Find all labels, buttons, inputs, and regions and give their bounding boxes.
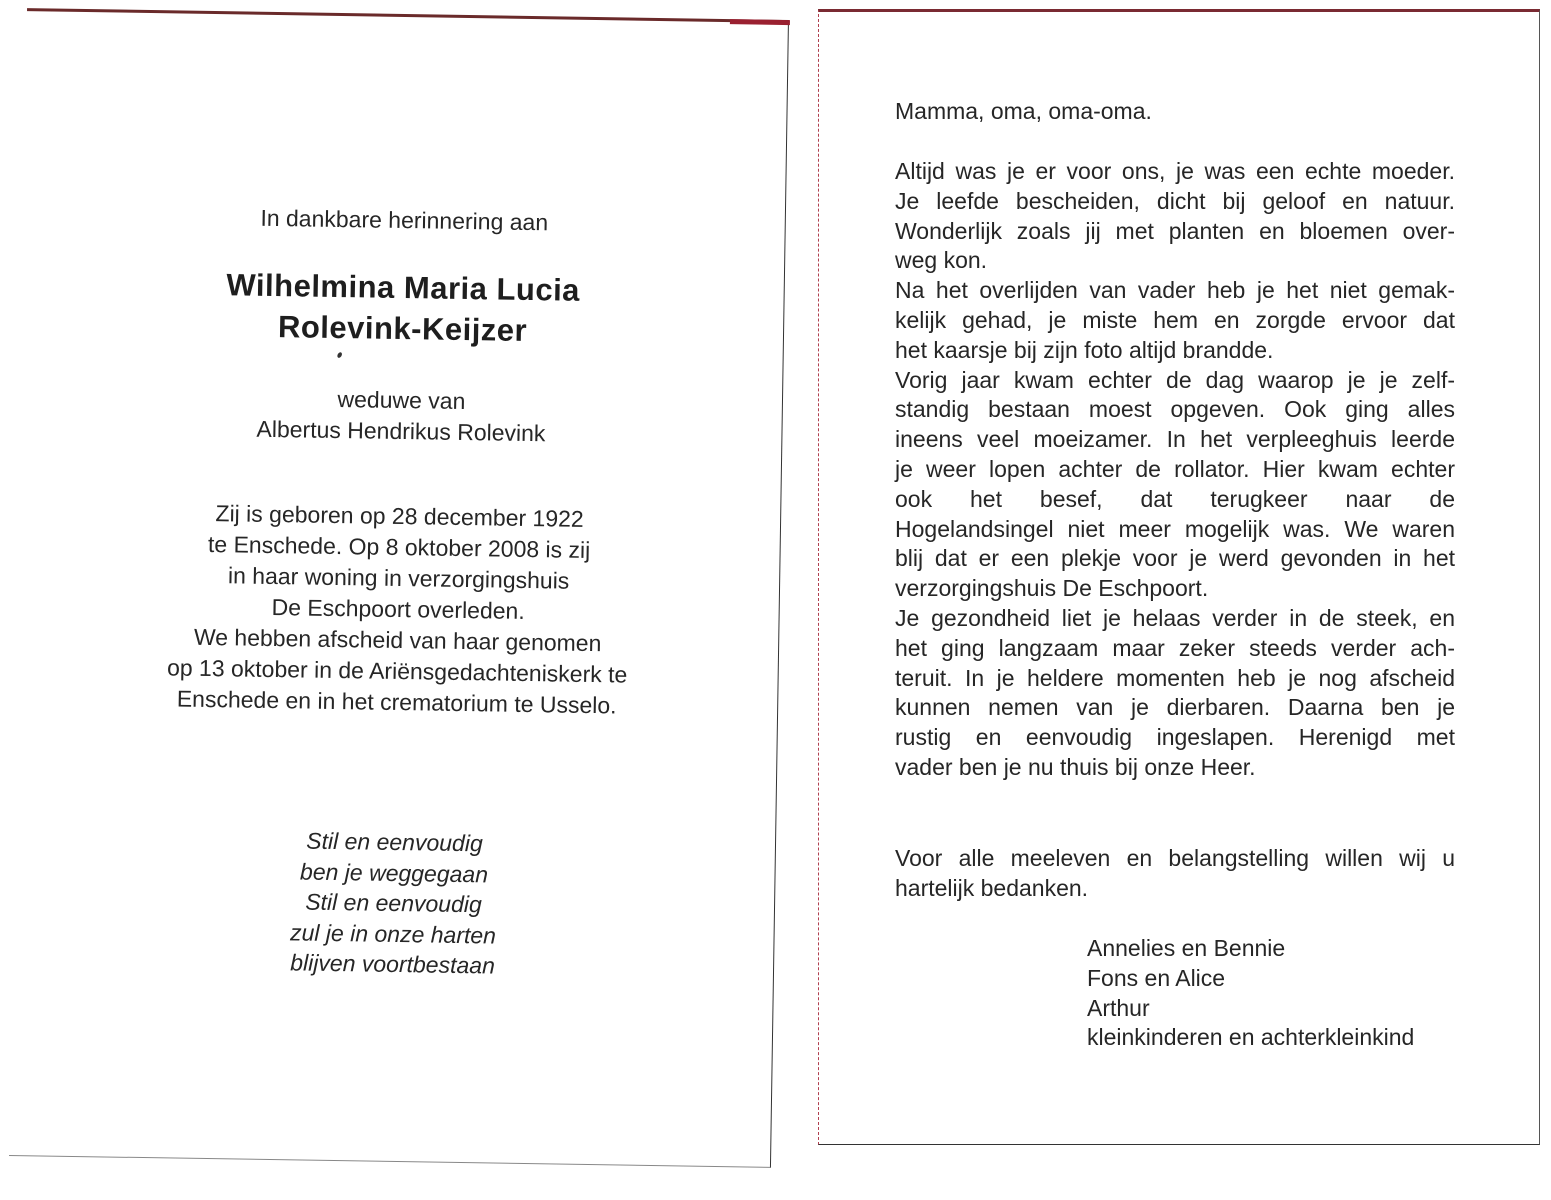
body-line: ineens veel moeizamer. In het verpleeghuis leerde bbox=[895, 426, 1455, 453]
thanks-line: hartelijk bedanken. bbox=[895, 874, 1089, 901]
widow-of bbox=[20, 379, 782, 453]
body-line: rustig en eenvoudig ingeslapen. Herenigd met bbox=[895, 724, 1455, 751]
body-line: teruit. In je heldere momenten heb je nog afscheid bbox=[895, 664, 1455, 691]
body-line: blij dat er een plekje voor je werd gevonden in het bbox=[895, 545, 1455, 572]
life-line: te Enschede. Op 8 oktober 2008 is zij bbox=[207, 530, 591, 563]
deceased-name bbox=[22, 261, 784, 355]
body-line: Wonderlijk zoals jij met planten en bloemen over- bbox=[895, 217, 1455, 244]
body-line: vader ben je nu thuis bij onze Heer. bbox=[895, 753, 1256, 780]
widow-line: weduwe van bbox=[337, 386, 466, 415]
poem bbox=[12, 821, 775, 985]
signature-line: Fons en Alice bbox=[1087, 964, 1226, 991]
body-line: Hogelandsingel niet meer mogelijk was. We waren bbox=[895, 515, 1455, 542]
body-line: Na het overlijden van vader heb je het niet gemak- bbox=[895, 277, 1455, 304]
poem-line: zul je in onze harten bbox=[289, 918, 497, 949]
signatures bbox=[1087, 934, 1414, 1053]
spouse-name: Albertus Hendrikus Rolevink bbox=[256, 415, 546, 447]
poem-line: Stil en eenvoudig bbox=[306, 827, 483, 857]
name-line-2: Rolevink-Keijzer bbox=[277, 309, 528, 348]
body-line: je weer lopen achter de rollator. Hier kwam echter bbox=[895, 455, 1455, 482]
life-line: op 13 oktober in de Ariënsgedachteniskerk te bbox=[166, 654, 628, 688]
body-line: weg kon. bbox=[895, 247, 988, 274]
ink-speck bbox=[336, 351, 343, 358]
body-line: Vorig jaar kwam echter de dag waarop je je zelf- bbox=[895, 366, 1455, 393]
body-line: ook het besef, dat terugkeer naar de bbox=[895, 485, 1455, 512]
life-line: in haar woning in verzorgingshuis bbox=[227, 562, 570, 594]
memorial-card-back bbox=[818, 9, 1540, 1145]
body-line: verzorgingshuis De Eschpoort. bbox=[895, 575, 1209, 602]
thanks-text bbox=[895, 844, 1455, 904]
thanks-line: Voor alle meeleven en belangstelling willen wij u bbox=[895, 845, 1455, 871]
memorial-card-front bbox=[9, 8, 789, 1168]
signature-line: Annelies en Bennie bbox=[1087, 935, 1286, 961]
card-edge-accent bbox=[730, 19, 790, 25]
body-line: kunnen nemen van je dierbaren. Daarna ben je bbox=[895, 694, 1455, 721]
life-line: Enschede en in het crematorium te Usselo. bbox=[176, 685, 617, 719]
life-line: De Eschpoort overleden. bbox=[271, 594, 525, 624]
body-text bbox=[895, 157, 1455, 783]
greeting: Mamma, oma, oma-oma. bbox=[895, 98, 1152, 124]
body-line: het kaarsje bij zijn foto altijd brandde. bbox=[895, 336, 1274, 363]
signature-line: Arthur bbox=[1087, 994, 1150, 1021]
poem-line: ben je weggegaan bbox=[299, 857, 489, 887]
life-line: Zij is geboren op 28 december 1922 bbox=[215, 500, 584, 532]
body-line: kelijk gehad, je miste hem en zorgde ervoor dat bbox=[895, 306, 1455, 333]
front-content bbox=[27, 11, 788, 979]
name-line-1: Wilhelmina Maria Lucia bbox=[226, 267, 581, 308]
intro-text: In dankbare herinnering aan bbox=[260, 204, 549, 236]
body-line: Altijd was je er voor ons, je was een echte moeder. bbox=[895, 158, 1455, 184]
body-line: standig bestaan moest opgeven. Ook ging alles bbox=[895, 396, 1455, 423]
body-line: Je gezondheid liet je helaas verder in de steek, en bbox=[895, 604, 1455, 631]
signature-line: kleinkinderen en achterkleinkind bbox=[1087, 1024, 1415, 1051]
body-line: het ging langzaam maar zeker steeds verder ach- bbox=[895, 634, 1455, 661]
body-line: Je leefde bescheiden, dicht bij geloof en natuur. bbox=[895, 187, 1455, 214]
poem-line: Stil en eenvoudig bbox=[305, 888, 482, 918]
life-line: We hebben afscheid van haar genomen bbox=[193, 623, 602, 657]
poem-line: blijven voortbestaan bbox=[290, 949, 496, 979]
life-details bbox=[16, 495, 780, 724]
